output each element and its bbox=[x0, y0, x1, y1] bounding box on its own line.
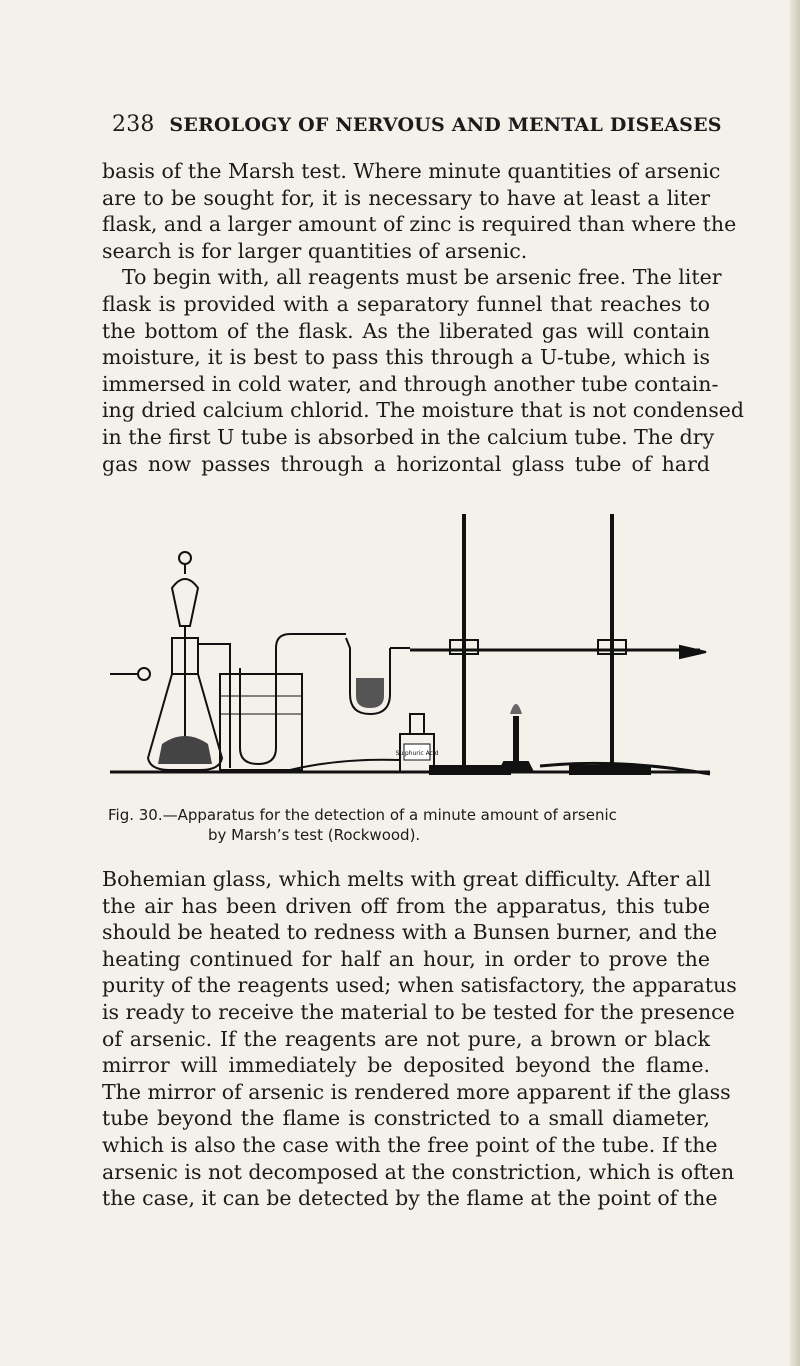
text-line: heating continued for half an hour, in order to prove the bbox=[102, 946, 710, 971]
caption-line-2: by Marsh’s test (Rockwood). bbox=[208, 826, 421, 844]
body-text-top bbox=[102, 158, 745, 477]
water-beaker bbox=[220, 648, 302, 770]
text-line: Bohemian glass, which melts with great difficulty. After all bbox=[102, 867, 711, 891]
text-line: purity of the reagents used; when satisfactory, the apparatus bbox=[102, 973, 737, 998]
sulphuric-acid-bottle bbox=[396, 714, 439, 772]
text-line: immersed in cold water, and through another tube contain- bbox=[102, 371, 719, 396]
text-line: which is also the case with the free point of the tube. If the bbox=[102, 1132, 718, 1157]
rubber-tubing bbox=[290, 760, 400, 770]
text-line: ing dried calcium chlorid. The moisture that is not condensed bbox=[102, 398, 745, 423]
marsh-apparatus-figure bbox=[100, 508, 718, 808]
text-line: gas now passes through a horizontal glass tube of hard bbox=[102, 451, 710, 476]
text-line: The mirror of arsenic is rendered more apparent if the glass bbox=[102, 1079, 731, 1104]
page-number: 238 bbox=[112, 112, 155, 137]
text-line: should be heated to redness with a Bunsen burner, and the bbox=[102, 920, 718, 945]
page-edge bbox=[790, 0, 800, 1366]
text-line: the air has been driven off from the apparatus, this tube bbox=[102, 893, 710, 918]
separatory-funnel bbox=[172, 552, 198, 748]
body-text-bottom bbox=[102, 866, 737, 1212]
bottle-label: Sulphuric Acid bbox=[395, 750, 439, 757]
caption-line-1: Fig. 30.—Apparatus for the detection of a minute amount of arsenic bbox=[108, 806, 617, 824]
text-line: flask, and a larger amount of zinc is required than where the bbox=[102, 212, 737, 237]
text-line: To begin with, all reagents must be arsenic free. The liter bbox=[122, 265, 722, 290]
text-line: moisture, it is best to pass this through a U-tube, which is bbox=[102, 345, 710, 370]
running-title: SEROLOGY OF NERVOUS AND MENTAL DISEASES bbox=[169, 114, 722, 136]
calcium-chloride-u-tube bbox=[346, 638, 410, 714]
text-line: the bottom of the flask. As the liberated gas will contain bbox=[102, 318, 710, 343]
running-header bbox=[112, 112, 722, 137]
text-line: mirror will immediately be deposited beyond the flame. bbox=[102, 1053, 710, 1078]
ring-stand-left bbox=[430, 514, 510, 774]
text-line: in the first U tube is absorbed in the calcium tube. The dry bbox=[102, 424, 715, 449]
text-line: tube beyond the flame is constricted to a small diameter, bbox=[102, 1106, 710, 1131]
text-line: basis of the Marsh test. Where minute quantities of arsenic bbox=[102, 159, 721, 183]
text-line: search is for larger quantities of arsenic. bbox=[102, 238, 528, 263]
text-line: are to be sought for, it is necessary to have at least a liter bbox=[102, 185, 710, 210]
liter-flask bbox=[110, 638, 222, 770]
text-line: is ready to receive the material to be tested for the presence bbox=[102, 999, 735, 1024]
bunsen-burner bbox=[500, 704, 532, 770]
text-line: flask is provided with a separatory funnel that reaches to bbox=[102, 291, 710, 316]
ring-stand-right bbox=[570, 514, 650, 774]
text-line: of arsenic. If the reagents are not pure, a brown or black bbox=[102, 1026, 710, 1051]
connecting-tube bbox=[276, 634, 346, 648]
text-line: arsenic is not decomposed at the constriction, which is often bbox=[102, 1159, 735, 1184]
text-line: the case, it can be detected by the flame at the point of the bbox=[102, 1186, 718, 1211]
figure-caption bbox=[108, 805, 708, 845]
